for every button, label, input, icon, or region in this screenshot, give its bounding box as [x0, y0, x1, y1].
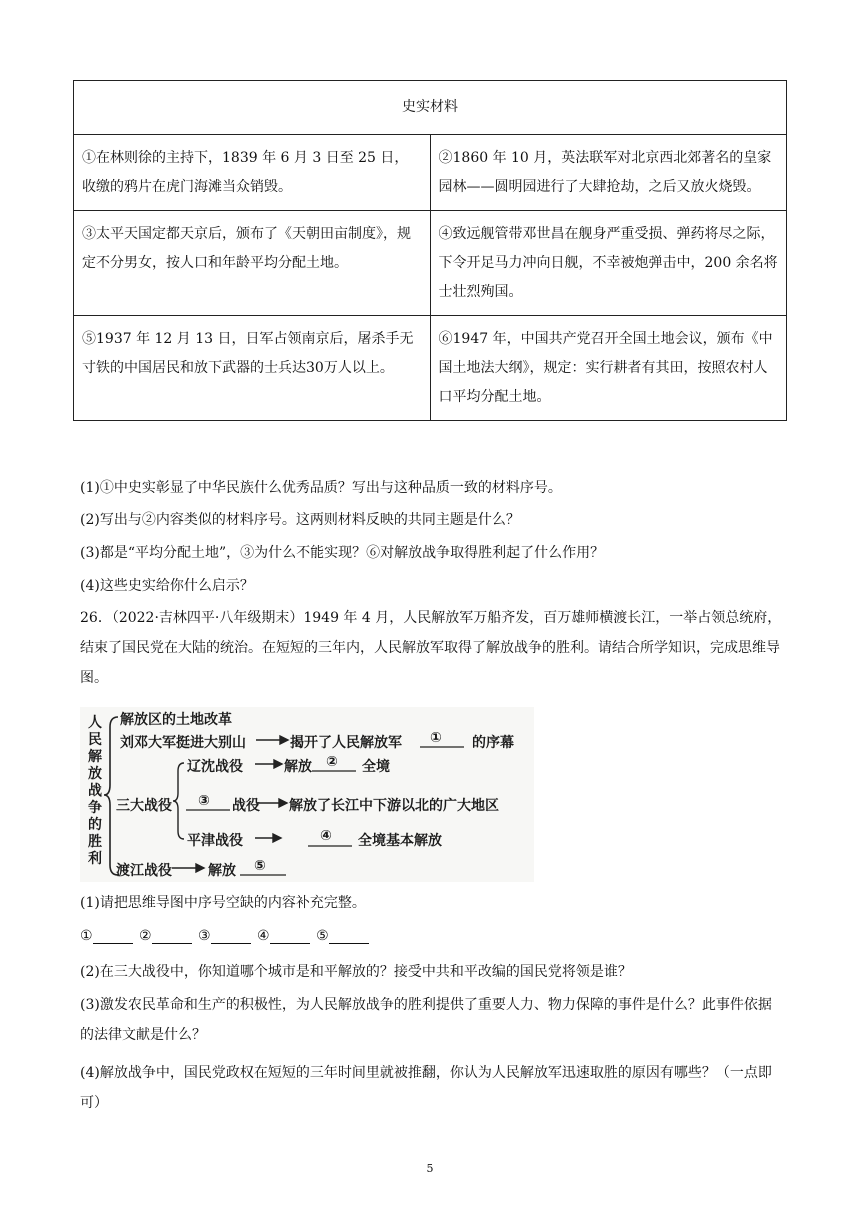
mm-liaoshen: 辽沈战役: [187, 759, 243, 775]
q25-sub4: (4)这些史实给你什么启示？: [80, 578, 254, 594]
material-4: ④致远舰管带邓世昌在舰身严重受损、弹药将尽之际，下令开足马力冲向日舰，不幸被炮弹击中，200 余名将士壮烈殉国。: [430, 211, 787, 316]
mm-dujiang-liberate: 解放: [208, 863, 236, 879]
mm-liu-deng-result: 揭开了人民解放军: [290, 735, 402, 751]
blank-label: ④: [257, 928, 270, 944]
mm-mark-2: ②: [326, 754, 338, 770]
q26-sub1: (1)请把思维导图中序号空缺的内容补充完整。: [80, 895, 366, 911]
q25-sub2: (2)写出与②内容类似的材料序号。这两则材料反映的共同主题是什么？: [80, 512, 520, 528]
table-row: [74, 316, 787, 421]
blank-1[interactable]: [93, 929, 133, 944]
mm-huaihai: 战役: [232, 798, 260, 814]
mind-map-root: 人民解放战争的胜利: [88, 715, 102, 867]
material-2: ②1860 年 10 月，英法联军对北京西北郊著名的皇家园林——圆明园进行了大肆抢劫，之后又放火烧毁。: [430, 135, 787, 211]
blank-2[interactable]: [152, 929, 192, 944]
mm-dujiang: 渡江战役: [116, 863, 172, 879]
mm-huaihai-result: 解放了长江中下游以北的广大地区: [289, 798, 499, 814]
mm-liu-deng-end: 的序幕: [472, 735, 514, 751]
q26-sub3: (3)激发农民革命和生产的积极性，为人民解放战争的胜利提供了重要人力、物力保障的事件是什么？此事件依据的法律文献是什么？: [80, 997, 772, 1043]
historical-materials-table: [73, 80, 787, 421]
mm-mark-3: ③: [198, 793, 210, 809]
mm-mark-1: ①: [430, 730, 442, 746]
blank-label: ⑤: [316, 928, 329, 944]
mm-liaoshen-end: 全境: [362, 759, 390, 775]
table-header: 史实材料: [74, 81, 787, 135]
mm-pingjin: 平津战役: [187, 833, 243, 849]
table-row: [74, 135, 787, 211]
mm-liu-deng: 刘邓大军挺进大别山: [120, 735, 246, 751]
blank-4[interactable]: [270, 929, 310, 944]
blank-3[interactable]: [211, 929, 251, 944]
answer-blanks: [80, 928, 371, 944]
page-number: 5: [426, 1162, 434, 1175]
material-5: ⑤1937 年 12 月 13 日，日军占领南京后，屠杀手无寸铁的中国居民和放下武器的士兵达30万人以上。: [74, 316, 431, 421]
q25-sub3: (3)都是“平均分配土地”，③为什么不能实现？⑥对解放战争取得胜利起了什么作用？: [80, 545, 605, 561]
q26-sub2: (2)在三大战役中，你知道哪个城市是和平解放的？接受中共和平改编的国民党将领是谁？: [80, 964, 632, 980]
blank-label: ①: [80, 928, 93, 944]
mm-mark-4: ④: [320, 828, 332, 844]
blank-label: ②: [139, 928, 152, 944]
mm-pingjin-result: 全境基本解放: [358, 833, 442, 849]
blank-label: ③: [198, 928, 211, 944]
material-1: ①在林则徐的主持下，1839 年 6 月 3 日至 25 日，收缴的鸦片在虎门海滩当众销毁。: [74, 135, 431, 211]
mm-three-battles: 三大战役: [116, 798, 172, 814]
mm-mark-5: ⑤: [254, 858, 266, 874]
mind-map: [80, 707, 534, 882]
q26-stem: 26．（2022·吉林四平·八年级期末）1949 年 4 月，人民解放军万船齐发，百万雄师横渡长江，一举占领总统府，结束了国民党在大陆的统治。在短短的三年内，人民解放军取得了解放战争的胜利。请结合所学知识，完成思维导图。: [80, 610, 782, 686]
blank-5[interactable]: [329, 929, 369, 944]
mm-land-reform: 解放区的土地改革: [120, 712, 232, 728]
q25-sub1: (1)①中史实彰显了中华民族什么优秀品质？写出与这种品质一致的材料序号。: [80, 480, 562, 496]
table-row: [74, 211, 787, 316]
material-3: ③太平天国定都天京后，颁布了《天朝田亩制度》，规定不分男女，按人口和年龄平均分配土地。: [74, 211, 431, 316]
mm-liaoshen-liberate: 解放: [284, 759, 312, 775]
q26-sub4: (4)解放战争中，国民党政权在短短的三年时间里就被推翻，你认为人民解放军迅速取胜的原因有哪些？（一点即可）: [80, 1065, 772, 1111]
material-6: ⑥1947 年，中国共产党召开全国土地会议，颁布《中国土地法大纲》，规定：实行耕者有其田，按照农村人口平均分配土地。: [430, 316, 787, 421]
